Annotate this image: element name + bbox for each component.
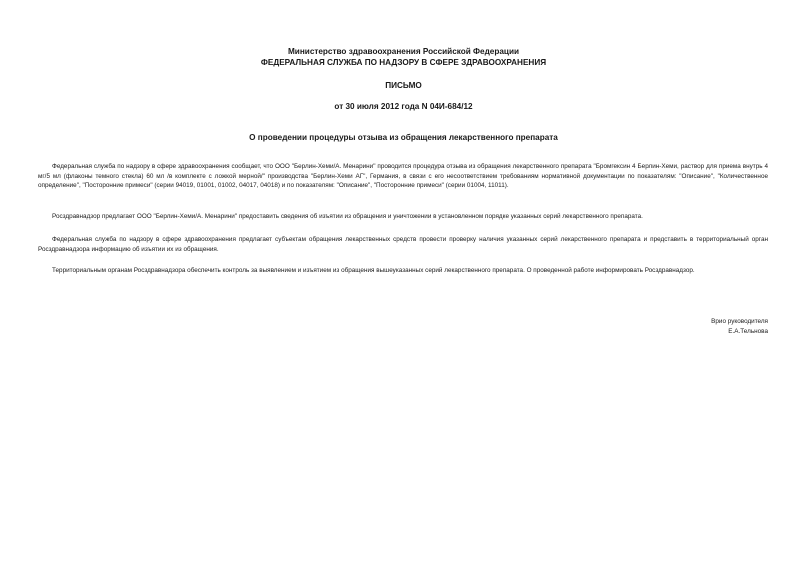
signature-position: Врио руководителя [711, 318, 768, 325]
paragraph-company-request: Росздравнадзор предлагает ООО "Берлин-Хеми/А. Менарини" предоставить сведения об изъятии из обращения и уничтожении в установленном порядке указанных серий лекарственного препарата. [52, 213, 643, 220]
paragraph-territorial-control: Территориальным органам Росздравнадзора обеспечить контроль за выявлением и изъятием из обращения вышеуказанных серий лекарственного препарата. О проведенной работе информировать Росздравнадзор. [52, 267, 695, 274]
document-type: ПИСЬМО [385, 81, 422, 90]
paragraph-subjects-check: Федеральная служба по надзору в сфере здравоохранения предлагает субъектам обращения лекарственных средств провести проверку наличия указанных серий лекарственного препарата и представить в территориальный орган Росздравнадзора информацию об изъятии их из обращения. [38, 236, 768, 253]
document-subject: О проведении процедуры отзыва из обращения лекарственного препарата [249, 133, 558, 142]
signature-name: Е.А.Тельнова [728, 328, 768, 335]
document-date-number: от 30 июля 2012 года N 04И-684/12 [334, 102, 473, 111]
signature-block [711, 317, 768, 337]
service-heading: ФЕДЕРАЛЬНАЯ СЛУЖБА ПО НАДЗОРУ В СФЕРЕ ЗДРАВООХРАНЕНИЯ [260, 58, 547, 67]
paragraph-recall-notice: Федеральная служба по надзору в сфере здравоохранения сообщает, что ООО "Берлин-Хеми/А. Менарини" проводится процедура отзыва из обращения лекарственного препарата "Бромгексин 4 Берлин-Хеми, раствор для приема внутрь 4 мг/5 мл (флаконы темного стекла) 60 мл /в комплекте с ложкой мерной/" производства "Берлин-Хеми АГ", Германия, в связи с его несоответствием требованиям нормативной документации по показателям: "Описание", "Количественное определение", "Посторонние примеси" (серии 94019, 01001, 01002, 04017, 04018) и по показателям: "Описание", "Посторонние примеси" (серии 01004, 11011). [38, 163, 768, 190]
ministry-heading: Министерство здравоохранения Российской Федерации [287, 47, 520, 56]
